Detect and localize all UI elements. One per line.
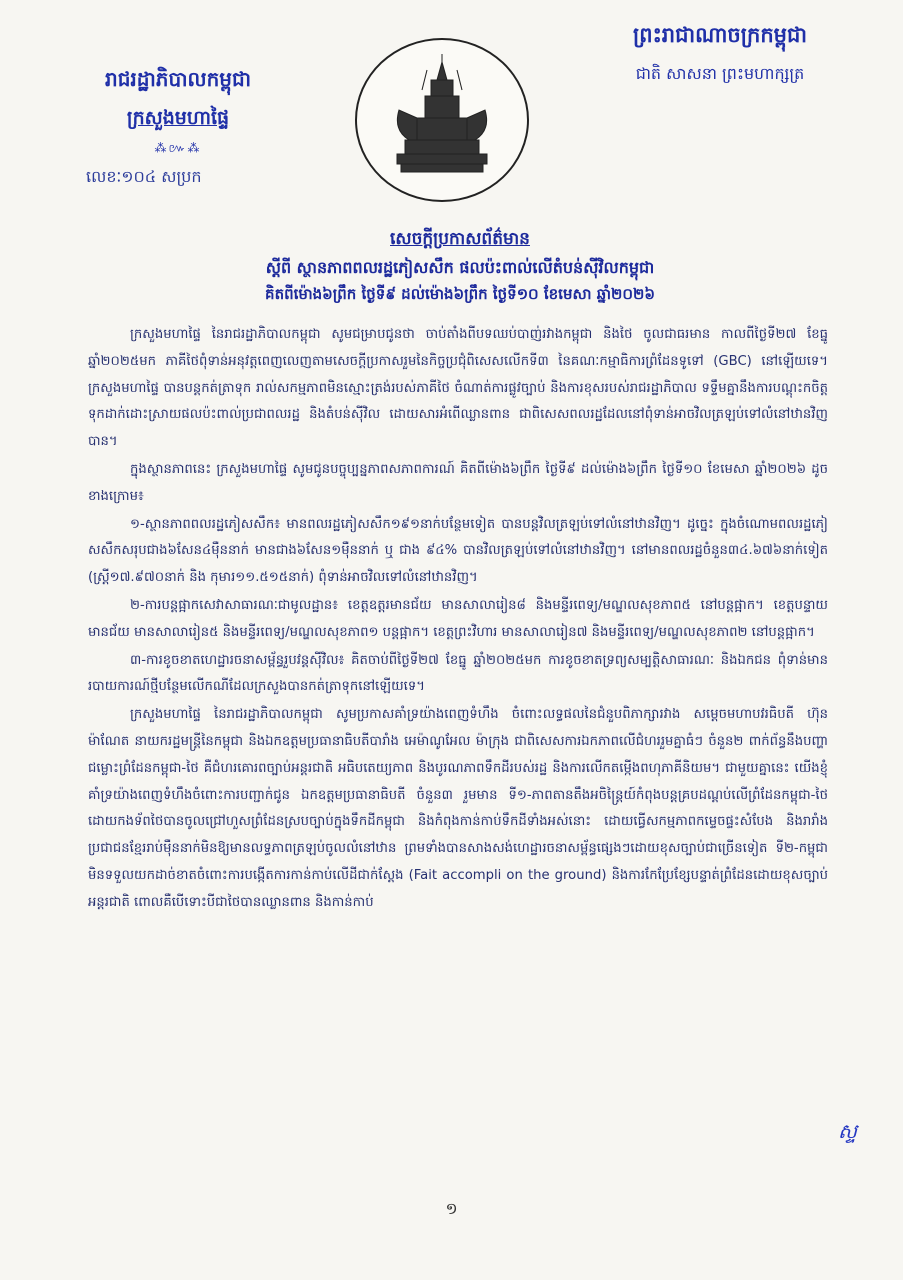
paragraph-support: ក្រសួងមហាផ្ទៃ នៃរាជរដ្ឋាភិបាលកម្ពុជា សូមប្រកាសគាំទ្រយ៉ាងពេញទំហឹង ចំពោះលទ្ធផលនៃជំនួបពិភាក្សារវាង សម្តេចមហាបវរធិបតី ហ៊ុន ម៉ាណែត នាយករដ្ឋមន្ត្រីនៃកម្ពុជា និងឯកឧត្តមប្រធានាធិបតីបារាំង អេម៉ាណូអែល ម៉ាក្រុង ជាពិសេសការឯកភាពលើជំហររួមគ្នាធំៗ ចំនួន២ ពាក់ព័ន្ធនឹងបញ្ហាជម្លោះព្រំដែនកម្ពុជា-ថៃ គឺជំហរគោរពច្បាប់អន្តរជាតិ អធិបតេយ្យភាព និងបូរណភាពទឹកដីរបស់រដ្ឋ និងការលើកតម្កើងពហុភាគីនិយម។ ជាមួយគ្នានេះ យើងខ្ញុំគាំទ្រយ៉ាងពេញទំហឹងចំពោះការបញ្ជាក់ជូន ឯកឧត្តមប្រធានាធិបតី ចំនួន៣ រួមមាន ទី១-ភាពតានតឹងអចិន្ត្រៃយ៍កំពុងបន្តគ្របដណ្តប់លើព្រំដែនកម្ពុជា-ថៃ ដោយកងទ័ពថៃបានចូលជ្រៅហួសព្រំដែនស្របច្បាប់ក្នុងទឹកដីកម្ពុជា និងកំពុងកាន់កាប់ទឹកដីទាំងអស់នោះ ដោយធ្វើសកម្មភាពកម្ទេចផ្ទះសំបែង និងរារាំងប្រជាជនខ្មែររាប់ម៉ឺននាក់មិនឱ្យមានលទ្ធភាពត្រឡប់ចូលលំនៅឋាន ព្រមទាំងបានសាងសង់ហេដ្ឋារចនាសម្ព័ន្ធផ្សេងៗដោយខុសច្បាប់ជាច្រើនទៀត ទី២-កម្ពុជាមិនទទួលយកដាច់ខាតចំពោះការបង្កើតការកាន់កាប់លើដីជាក់ស្តែង (Fait accompli on the ground) និងការកែប្រែខ្សែបន្ទាត់ព្រំដែនដោយខុសច្បាប់អន្តរជាតិ ពោលគឺបើទោះបីជាថៃបានឈ្លានពាន និងកាន់កាប់ [88,707,828,910]
government-name: រាជរដ្ឋាភិបាលកម្ពុជា [105,67,251,91]
title-line-3: គិតពីម៉ោង៦ព្រឹក ថ្ងៃទី៩ ដល់ម៉ោង៦ព្រឹក ថ្ងៃទី១០ ខែមេសា ឆ្នាំ២០២៦ [265,285,655,303]
national-motto: ជាតិ សាសនា ព្រះមហាក្សត្រ [635,64,805,83]
paragraph-damage: ៣-ការខូចខាតហេដ្ឋារចនាសម្ព័ន្ធរួបវន្តស៊ីវិល៖ គិតចាប់ពីថ្ងៃទី២៧ ខែធ្នូ ឆ្នាំ២០២៥មក ការខូចខាតទ្រព្យសម្បត្តិសាធារណៈ និងឯកជន ពុំទាន់មានរបាយការណ៍ថ្មីបន្ថែមលើកណីដែលក្រសួងបានកត់ត្រាទុកនៅឡើយទេ។ [88,652,828,695]
paragraph-refugees: ១-ស្ថានភាពពលរដ្ឋភៀសសឹក៖ មានពលរដ្ឋភៀសសឹក១៩១នាក់បន្ថែមទៀត បានបន្តវិលត្រឡប់ទៅលំនៅឋានវិញ។ ដូច្នេះ ក្នុងចំណោមពលរដ្ឋភៀសសឹកសរុបជាង៦សែន៤ម៉ឺននាក់ មានជាង៦សែន១ម៉ឺននាក់ ឬ ជាង ៩៤% បានវិលត្រឡប់ទៅលំនៅឋានវិញ។ នៅមានពលរដ្ឋចំនួន៣៤.៦៧៦នាក់ទៀត (ស្ត្រី១៧.៩៧០នាក់ និង កុមារ១១.៥១៥នាក់) ពុំទាន់អាចវិលទៅលំនៅឋានវិញ។ [88,516,828,586]
press-release-title [80,228,840,307]
paragraph-update: ក្នុងស្ថានភាពនេះ ក្រសួងមហាផ្ទៃ សូមជូនបច្ចុប្បន្នភាពសភាពការណ៍ គិតពីម៉ោង៦ព្រឹក ថ្ងៃទី៩ ដល់ម៉ោង៦ព្រឹក ថ្ងៃទី១០ ខែមេសា ឆ្នាំ២០២៦ ដូចខាងក្រោម៖ [88,461,828,504]
ornament-divider: ⁂៚⁂ [154,141,202,155]
issuer-header [58,62,298,190]
kingdom-name: ព្រះរាជាណាចក្រកម្ពុជា [632,23,807,47]
title-line-2: ស្តីពី ស្ថានភាពពលរដ្ឋភៀសសឹក ផលប៉ះពាល់លើតំបន់ស៊ីវិលកម្ពុជា [265,258,655,277]
ministry-name: ក្រសួងមហាផ្ទៃ [126,107,230,129]
reference-number: លេខៈ១០៤ សប្រក [86,167,202,186]
release-body [88,322,828,918]
initial-signature: ស្ទ [838,1119,858,1143]
page-number: ១ [445,1199,458,1218]
paragraph-services: ២-ការបន្តផ្អាកសេវាសាធារណៈជាមូលដ្ឋាន៖ ខេត្តឧត្តរមានជ័យ មានសាលារៀន៨ និងមន្ទីរពេទ្យ/មណ្ឌលសុខភាព៥ នៅបន្តផ្អាក។ ខេត្តបន្ទាយមានជ័យ មានសាលារៀន៥ និងមន្ទីរពេទ្យ/មណ្ឌលសុខភាព១ បន្តផ្អាក។ ខេត្តព្រះវិហារ មានសាលារៀន៧ និងមន្ទីរពេទ្យ/មណ្ឌលសុខភាព២ នៅបន្តផ្អាក។ [88,597,828,640]
kingdom-header [590,22,850,87]
title-line-1: សេចក្តីប្រកាសព័ត៌មាន [390,229,530,249]
royal-emblem-icon [355,38,529,202]
paragraph-intro: ក្រសួងមហាផ្ទៃ នៃរាជរដ្ឋាភិបាលកម្ពុជា សូមជម្រាបជូនថា ចាប់តាំងពីបទឈប់បាញ់រវាងកម្ពុជា និងថៃ ចូលជាធរមាន កាលពីថ្ងៃទី២៧ ខែធ្នូ ឆ្នាំ២០២៥មក ភាគីថៃពុំទាន់អនុវត្តពេញលេញតាមសេចក្តីប្រកាសរួមនៃកិច្ចប្រជុំពិសេសលើកទី៣ នៃគណៈកម្មាធិការព្រំដែនទូទៅ (GBC) នៅឡើយទេ។ ក្រសួងមហាផ្ទៃ បានបន្តកត់ត្រាទុក រាល់សកម្មភាពមិនស្មោះត្រង់របស់ភាគីថៃ ចំណាត់ការផ្លូវច្បាប់ និងការខុសរបស់រាជរដ្ឋាភិបាល ទទ្ទឹមគ្នានឹងការបណ្តុះកចិត្តទុកដាក់ដោះស្រាយផលប៉ះពាល់ប្រជាពលរដ្ឋ និងតំបន់ស៊ីវិល ដោយសារអំពើឈ្លានពាន ជាពិសេសពលរដ្ឋដែលនៅពុំទាន់អាចវិលត្រឡប់ទៅលំនៅឋានវិញបាន។ [88,327,828,450]
